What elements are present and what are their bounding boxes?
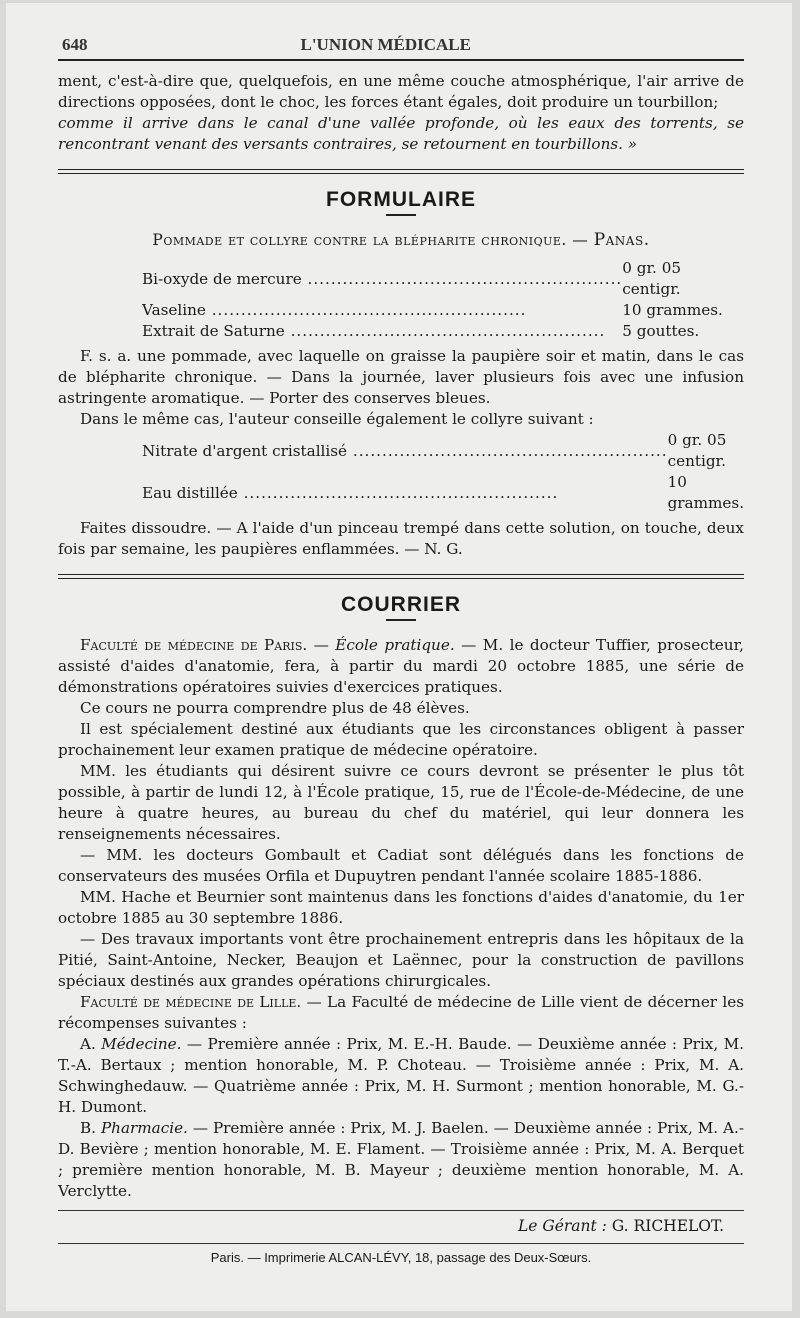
courrier-para [58,1034,744,1118]
ingredient-row: Eau distillée ...................................................... 10 grammes. [142,473,745,512]
recipe-name: Pommade et collyre contre la blépharite chronique. [152,231,567,249]
title-underline [386,619,416,621]
paragraph-text: — M. le docteur Tuffier, prosecteur, assisté d'aides d'anatomie, fera, à partir du mardi 20 octobre 1885, une série de démonstrations opératoires suivies d'exercices pratiques. [58,636,744,696]
paragraph-italic: Pharmacie. [100,1119,188,1137]
courrier-para: MM. les étudiants qui désirent suivre ce cours devront se présenter le plus tôt possible, à partir de lundi 12, à l'École pratique, 15, rue de l'École-de-Médecine, de une heure à quatre heures, au bureau du chef du matériel, qui leur donnera les renseignements nécessaires. [58,762,744,843]
ingredient-name: Nitrate d'argent cristallisé [142,441,348,460]
paragraph-lead: Faculté de médecine de Lille. [80,993,302,1011]
paragraph-lead: Faculté de médecine de Paris. [80,636,308,654]
courrier-para: Il est spécialement destiné aux étudiants que les circonstances obligent à passer prochainement leur examen pratique de médecine opératoire. [58,720,744,759]
paragraph-italic: Médecine. [101,1035,182,1053]
ingredient-qty: 5 gouttes. [622,322,700,340]
paragraph-text: — La Faculté de médecine de Lille vient de décerner les récompenses suivantes : [58,993,744,1032]
courrier-para: — Des travaux importants vont être prochainement entrepris dans les hôpitaux de la Pitié, Saint-Antoine, Necker, Beaujon et Laënnec, pour la construction de pavillons spéciaux destinés aux grandes opérations chirurgicales. [58,930,744,990]
ingredient-name: Vaseline [142,301,206,319]
gerant-label: Le Gérant : [517,1217,607,1235]
ingredient-qty: 0 gr. 05 centigr. [622,259,682,298]
ingredient-row: Bi-oxyde de mercure ...................................................... 0 gr. 05 centigr. [142,258,744,300]
recipe-title: Pommade et collyre contre la blépharite chronique. — Panas. [152,230,650,250]
ingredient-row: Vaseline ...................................................... 10 grammes. [142,300,744,321]
paragraph-italic: École pratique. [335,636,455,654]
intro-quote: comme il arrive dans le canal d'une vallée profonde, où les eaux des torrents, se rencontrant venant des versants contraires, se retournent en tourbillons. » [58,114,744,153]
ingredient-qty: 0 gr. 05 centigr. [667,431,727,470]
header-rule [58,59,744,61]
intro-text: ment, c'est-à-dire que, quelquefois, en une même couche atmosphérique, l'air arrive de directions opposées, dont le choc, les forces étant égales, doit produire un tourbillon; [58,72,744,111]
journal-title: L'UNION MÉDICALE [300,35,471,54]
printer-line: Paris. — Imprimerie ALCAN-LÉVY, 18, passage des Deux-Sœurs. [210,1250,592,1265]
courrier-title: COURRIER [340,593,461,616]
courrier-para: MM. Hache et Beurnier sont maintenus dans les fonctions d'aides d'anatomie, du 1er octobre 1885 au 30 septembre 1886. [58,888,744,927]
ingredient-qty: 10 grammes. [622,301,723,319]
ingredient-name: Bi-oxyde de mercure [142,269,302,288]
ingredient-row: Nitrate d'argent cristallisé ...................................................... 0 gr. 05 centigr. [142,430,744,472]
courrier-para: — MM. les docteurs Gombault et Cadiat sont délégués dans les fonctions de conservateurs des musées Orfila et Dupuytren pendant l'année scolaire 1885-1886. [58,846,744,885]
courrier-para: Ce cours ne pourra comprendre plus de 48 élèves. [80,699,470,717]
gerant-signature [58,1217,724,1235]
paragraph-text: — Première année : Prix, M. E.-H. Baude. — Deuxième année : Prix, M. T.-A. Bertaux ; mention honorable, M. P. Choteau. — Troisième année : Prix, M. A. Schwinghedauw. — Quatrième année : Prix, M. H. Surmont ; mention honorable, M. G.-H. Dumont. [58,1035,745,1116]
formulaire-title: FORMULAIRE [326,188,476,211]
footer-rule [58,1243,744,1244]
ingredient-row: Extrait de Saturne ...................................................... 5 gouttes. [142,321,744,342]
journal-page [6,3,792,1311]
page-header [58,35,744,55]
courrier-para [58,1118,744,1202]
gerant-name: G. RICHELOT. [611,1217,724,1235]
courrier-para [58,992,744,1034]
section-divider [58,574,744,575]
footer-rule [58,1210,744,1211]
paragraph-text: — Première année : Prix, M. J. Baelen. — Deuxième année : Prix, M. A.-D. Bevière ; mention honorable, M. E. Flament. — Troisième année : Prix, M. A. Berquet ; première mention honorable, M. B. Mayeur ; deuxième mention honorable, M. A. Verclytte. [58,1119,744,1200]
page-number: 648 [62,35,88,54]
section-divider [58,169,744,170]
formulaire-para-3: Faites dissoudre. — A l'aide d'un pinceau trempé dans cette solution, on touche, deux fois par semaine, les paupières enflammées. — N. G. [58,519,744,558]
recipe-author: Panas. [593,230,650,250]
formulaire-para-2: Dans le même cas, l'auteur conseille également le collyre suivant : [80,410,594,428]
ingredient-name: Extrait de Saturne [142,322,285,340]
ingredient-name: Eau distillée [142,483,238,502]
ingredient-qty: 10 grammes. [667,473,745,512]
paragraph-lead: B. [80,1119,96,1137]
collyre-ingredients [142,430,744,514]
title-underline [386,214,416,216]
courrier-para: Faculté de médecine de Paris. — École pratique. — M. le docteur Tuffier, prosecteur, assisté d'aides d'anatomie, fera, à partir du mardi 20 octobre 1885, une série de démonstrations opératoires suivies d'exercices pratiques. [58,636,744,696]
pommade-ingredients [142,258,744,342]
formulaire-para-1: F. s. a. une pommade, avec laquelle on graisse la paupière soir et matin, dans le cas de blépharite chronique. — Dans la journée, laver plusieurs fois avec une infusion astringente aromatique. — Porter des conserves bleues. [58,347,744,407]
paragraph-lead: A. [80,1035,96,1053]
